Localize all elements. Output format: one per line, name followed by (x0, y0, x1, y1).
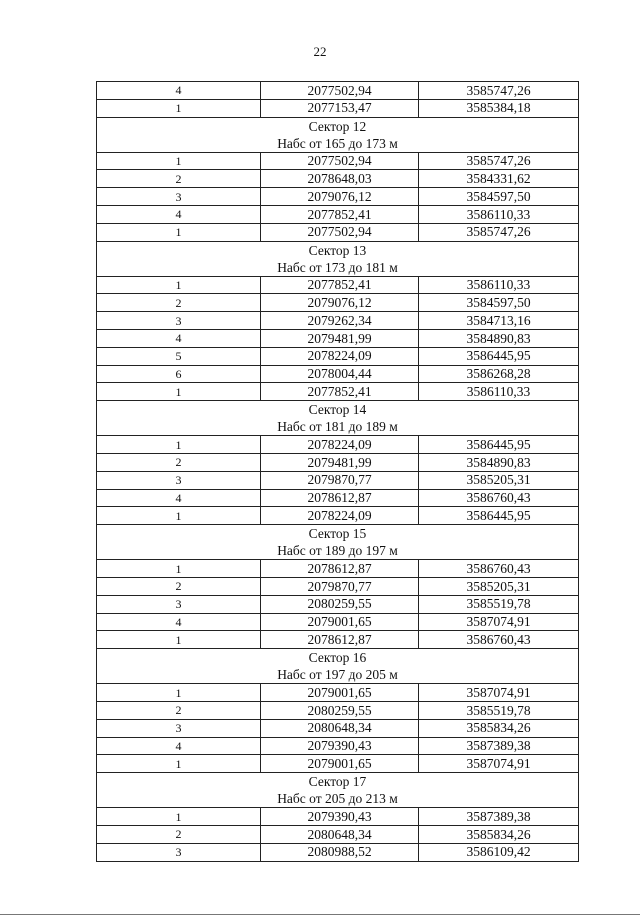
point-number-cell: 2 (97, 701, 261, 719)
y-coordinate-cell: 3584890,83 (419, 329, 579, 347)
point-number-cell: 4 (97, 82, 261, 100)
table-row (97, 99, 579, 117)
x-coordinate-cell: 2079481,99 (261, 329, 419, 347)
x-coordinate-cell: 2079001,65 (261, 613, 419, 631)
table-row (97, 755, 579, 773)
point-number-cell: 3 (97, 595, 261, 613)
y-coordinate-cell: 3584597,50 (419, 294, 579, 312)
y-coordinate-cell: 3586445,95 (419, 507, 579, 525)
table-row (97, 684, 579, 702)
x-coordinate-cell: 2079870,77 (261, 577, 419, 595)
point-number-cell: 3 (97, 843, 261, 861)
point-number-cell: 1 (97, 631, 261, 649)
x-coordinate-cell: 2077852,41 (261, 205, 419, 223)
y-coordinate-cell: 3585519,78 (419, 701, 579, 719)
table-row (97, 631, 579, 649)
x-coordinate-cell: 2078224,09 (261, 507, 419, 525)
x-coordinate-cell: 2078004,44 (261, 365, 419, 383)
point-number-cell: 3 (97, 471, 261, 489)
point-number-cell: 6 (97, 365, 261, 383)
point-number-cell: 2 (97, 294, 261, 312)
point-number-cell: 1 (97, 436, 261, 454)
y-coordinate-cell: 3586110,33 (419, 276, 579, 294)
y-coordinate-cell: 3585747,26 (419, 223, 579, 241)
y-coordinate-cell: 3586110,33 (419, 205, 579, 223)
sector-header-cell (97, 525, 579, 560)
table-row (97, 613, 579, 631)
sector-title: Сектор 12 (308, 118, 367, 134)
x-coordinate-cell: 2080259,55 (261, 701, 419, 719)
x-coordinate-cell: 2079870,77 (261, 471, 419, 489)
y-coordinate-cell: 3584890,83 (419, 453, 579, 471)
x-coordinate-cell: 2078612,87 (261, 631, 419, 649)
sector-elevation-range: Набс от 165 до 173 м (277, 135, 398, 151)
sector-title: Сектор 15 (308, 526, 367, 542)
y-coordinate-cell: 3587074,91 (419, 613, 579, 631)
y-coordinate-cell: 3587389,38 (419, 808, 579, 826)
sector-title: Сектор 13 (308, 242, 367, 258)
point-number-cell: 4 (97, 329, 261, 347)
sector-header-cell (97, 117, 579, 152)
point-number-cell: 2 (97, 577, 261, 595)
sector-elevation-range: Набс от 173 до 181 м (277, 259, 398, 275)
table-row (97, 453, 579, 471)
table-row (97, 312, 579, 330)
sector-header-row (97, 649, 579, 684)
sector-elevation-range: Набс от 197 до 205 м (277, 667, 398, 683)
point-number-cell: 4 (97, 613, 261, 631)
x-coordinate-cell: 2079390,43 (261, 737, 419, 755)
y-coordinate-cell: 3584331,62 (419, 170, 579, 188)
point-number-cell: 2 (97, 170, 261, 188)
table-row (97, 82, 579, 100)
x-coordinate-cell: 2080259,55 (261, 595, 419, 613)
table-row (97, 808, 579, 826)
x-coordinate-cell: 2078224,09 (261, 347, 419, 365)
y-coordinate-cell: 3584597,50 (419, 188, 579, 206)
table-row (97, 329, 579, 347)
point-number-cell: 1 (97, 152, 261, 170)
x-coordinate-cell: 2079481,99 (261, 453, 419, 471)
coordinates-table-body (97, 82, 579, 862)
point-number-cell: 1 (97, 276, 261, 294)
x-coordinate-cell: 2077502,94 (261, 223, 419, 241)
table-row (97, 701, 579, 719)
y-coordinate-cell: 3586445,95 (419, 347, 579, 365)
y-coordinate-cell: 3585384,18 (419, 99, 579, 117)
sector-elevation-range: Набс от 205 до 213 м (277, 791, 398, 807)
point-number-cell: 4 (97, 737, 261, 755)
x-coordinate-cell: 2079390,43 (261, 808, 419, 826)
point-number-cell: 1 (97, 223, 261, 241)
x-coordinate-cell: 2079076,12 (261, 188, 419, 206)
y-coordinate-cell: 3587389,38 (419, 737, 579, 755)
table-row (97, 719, 579, 737)
x-coordinate-cell: 2078648,03 (261, 170, 419, 188)
table-row (97, 365, 579, 383)
y-coordinate-cell: 3586109,42 (419, 843, 579, 861)
table-row (97, 152, 579, 170)
point-number-cell: 3 (97, 312, 261, 330)
point-number-cell: 1 (97, 99, 261, 117)
table-row (97, 577, 579, 595)
point-number-cell: 1 (97, 383, 261, 401)
coordinates-table (96, 81, 579, 862)
table-row (97, 276, 579, 294)
sector-header-cell (97, 649, 579, 684)
table-row (97, 188, 579, 206)
x-coordinate-cell: 2080648,34 (261, 719, 419, 737)
sector-header-cell (97, 241, 579, 276)
y-coordinate-cell: 3585205,31 (419, 577, 579, 595)
y-coordinate-cell: 3585834,26 (419, 719, 579, 737)
point-number-cell: 1 (97, 684, 261, 702)
table-row (97, 170, 579, 188)
y-coordinate-cell: 3585747,26 (419, 152, 579, 170)
y-coordinate-cell: 3585834,26 (419, 825, 579, 843)
y-coordinate-cell: 3586760,43 (419, 560, 579, 578)
y-coordinate-cell: 3587074,91 (419, 755, 579, 773)
x-coordinate-cell: 2079001,65 (261, 684, 419, 702)
x-coordinate-cell: 2078612,87 (261, 560, 419, 578)
x-coordinate-cell: 2077852,41 (261, 383, 419, 401)
point-number-cell: 3 (97, 719, 261, 737)
table-row (97, 560, 579, 578)
y-coordinate-cell: 3586110,33 (419, 383, 579, 401)
table-row (97, 843, 579, 861)
table-row (97, 436, 579, 454)
table-row (97, 489, 579, 507)
x-coordinate-cell: 2077852,41 (261, 276, 419, 294)
sector-header-cell (97, 401, 579, 436)
x-coordinate-cell: 2080648,34 (261, 825, 419, 843)
point-number-cell: 1 (97, 507, 261, 525)
point-number-cell: 3 (97, 188, 261, 206)
table-row (97, 507, 579, 525)
page-number: 22 (313, 44, 327, 59)
x-coordinate-cell: 2077502,94 (261, 82, 419, 100)
table-row (97, 737, 579, 755)
y-coordinate-cell: 3584713,16 (419, 312, 579, 330)
point-number-cell: 2 (97, 825, 261, 843)
sector-title: Сектор 17 (308, 774, 367, 790)
sector-header-row (97, 773, 579, 808)
point-number-cell: 5 (97, 347, 261, 365)
y-coordinate-cell: 3585205,31 (419, 471, 579, 489)
table-row (97, 595, 579, 613)
sector-title: Сектор 16 (308, 650, 367, 666)
y-coordinate-cell: 3586445,95 (419, 436, 579, 454)
y-coordinate-cell: 3586268,28 (419, 365, 579, 383)
y-coordinate-cell: 3585519,78 (419, 595, 579, 613)
x-coordinate-cell: 2077153,47 (261, 99, 419, 117)
point-number-cell: 1 (97, 560, 261, 578)
table-row (97, 825, 579, 843)
page-bottom-rule (0, 914, 640, 915)
table-row (97, 223, 579, 241)
sector-header-row (97, 401, 579, 436)
sector-header-row (97, 241, 579, 276)
table-row (97, 294, 579, 312)
y-coordinate-cell: 3585747,26 (419, 82, 579, 100)
table-row (97, 471, 579, 489)
sector-header-row (97, 525, 579, 560)
table-row (97, 383, 579, 401)
x-coordinate-cell: 2077502,94 (261, 152, 419, 170)
point-number-cell: 4 (97, 205, 261, 223)
point-number-cell: 1 (97, 808, 261, 826)
sector-title: Сектор 14 (308, 402, 367, 418)
y-coordinate-cell: 3587074,91 (419, 684, 579, 702)
point-number-cell: 2 (97, 453, 261, 471)
x-coordinate-cell: 2078224,09 (261, 436, 419, 454)
sector-elevation-range: Набс от 181 до 189 м (277, 419, 398, 435)
point-number-cell: 1 (97, 755, 261, 773)
x-coordinate-cell: 2080988,52 (261, 843, 419, 861)
x-coordinate-cell: 2079001,65 (261, 755, 419, 773)
sector-elevation-range: Набс от 189 до 197 м (277, 543, 398, 559)
table-row (97, 205, 579, 223)
y-coordinate-cell: 3586760,43 (419, 489, 579, 507)
sector-header-row (97, 117, 579, 152)
x-coordinate-cell: 2079262,34 (261, 312, 419, 330)
y-coordinate-cell: 3586760,43 (419, 631, 579, 649)
x-coordinate-cell: 2078612,87 (261, 489, 419, 507)
table-row (97, 347, 579, 365)
point-number-cell: 4 (97, 489, 261, 507)
x-coordinate-cell: 2079076,12 (261, 294, 419, 312)
sector-header-cell (97, 773, 579, 808)
